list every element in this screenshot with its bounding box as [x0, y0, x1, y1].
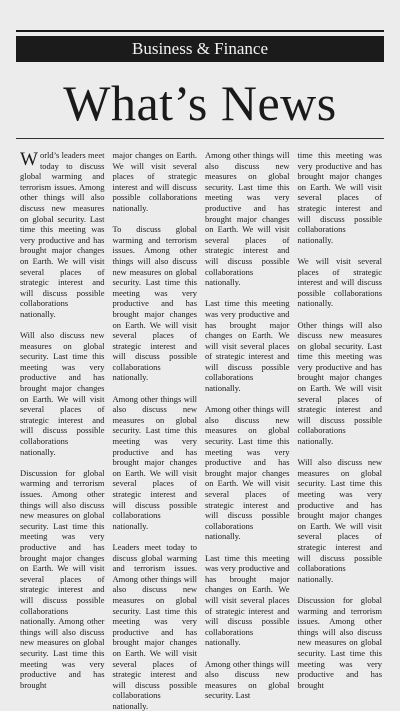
column-2	[112, 150, 198, 711]
headline: What’s News	[63, 75, 337, 131]
paragraph: Will also discuss new measures on global security. Last time this meeting was very productive and has brought major changes on Earth. We will visit several places of strategic interest and will discuss possible collaborations nationally.	[20, 330, 105, 457]
paragraph: Among other things will also discuss new measures on global security. Last time this meeting was very productive and has brought major changes on Earth. We will visit several places of strategic interest and will discuss possible collaborations nationally.	[112, 393, 197, 531]
column-4	[297, 150, 383, 690]
headline-rule	[16, 138, 384, 139]
section-banner	[16, 36, 384, 62]
paragraph: Among other things will also discuss new measures on global security. Last time this meeting was very productive and has brought major changes on Earth. We will visit several places of strategic interest and will discuss possible collaborations nationally.	[205, 404, 290, 542]
paragraph: Discussion for global warming and terrorism issues. Among other things will also discuss new measures on global security. Last time this meeting was very productive and has brought major changes on Earth. We will visit several places of strategic interest and will discuss possible collaborations nationally. Among other things will also discuss new measures on global security. Last time this meeting was very productive and has brought	[20, 467, 105, 690]
paragraph: Leaders meet today to discuss global warming and terrorism issues. Among other things will also discuss new measures on global security. Last time this meeting was very productive and has brought major changes on Earth. We will visit several places of strategic interest and will discuss possible collaborations nationally.	[112, 541, 197, 711]
article-columns	[20, 149, 382, 711]
paragraph: time this meeting was very productive and has brought major changes on Earth. We will visit several places of strategic interest and will discuss possible collaborations nationally.	[297, 150, 382, 245]
paragraph: We will visit several places of strategic interest and will discuss possible collaborations nationally.	[297, 255, 382, 309]
paragraph: Among other things will also discuss new measures on global security. Last	[205, 658, 290, 701]
paragraph: Other things will also discuss new measures on global security. Last time this meeting was very productive and has brought major changes on Earth. We will visit several places of strategic interest and will discuss possible collaborations nationally.	[297, 319, 382, 447]
paragraph: Last time this meeting was very productive and has brought major changes on Earth. We will visit several places of strategic interest and will discuss possible collaborations nationally.	[205, 298, 290, 394]
paragraph: major changes on Earth. We will visit several places of strategic interest and will discuss possible collaborations nationally.	[112, 150, 197, 213]
paragraph: Will also discuss new measures on global security. Last time this meeting was very productive and has brought major changes on Earth. We will visit several places of strategic interest and will discuss possible collaborations nationally.	[297, 457, 382, 584]
column-3	[205, 150, 290, 701]
paragraph: Last time this meeting was very productive and has brought major changes on Earth. We will visit several places of strategic interest and will discuss possible collaborations nationally.	[205, 552, 290, 648]
paragraph: World’s leaders meet today to discuss global warming and terrorism issues. Among other things will also discuss new measures on global security. Last time this meeting was very productive and has brought major changes on Earth. We will visit several places of strategic interest and will discuss possible collaborations nationally.	[20, 149, 105, 319]
top-rule	[16, 30, 384, 32]
drop-cap: W	[20, 149, 38, 170]
paragraph: To discuss global warming and terrorism issues. Among other things will also discuss new measures on global security. Last time this meeting was very productive and has brought major changes on Earth. We will visit several places of strategic interest and will discuss possible collaborations nationally.	[112, 224, 197, 383]
paragraph: Discussion for global warming and terrorism issues. Among other things will also discuss new measures on global security. Last time this meeting was very productive and has brought	[297, 594, 382, 690]
column-1	[20, 149, 105, 690]
paragraph: Among other things will also discuss new measures on global security. Last time this meeting was very productive and has brought major changes on Earth. We will visit several places of strategic interest and will discuss possible collaborations nationally.	[205, 150, 290, 288]
section-title: Business & Finance	[132, 39, 268, 58]
